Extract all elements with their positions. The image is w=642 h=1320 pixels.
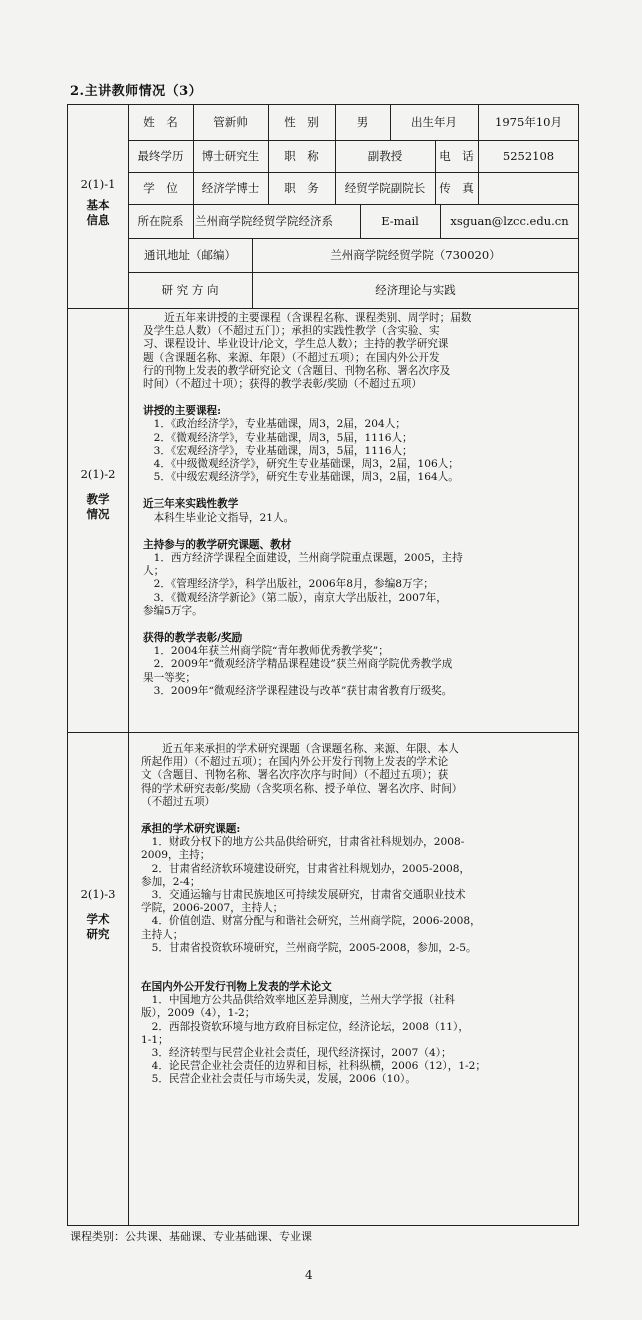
teaching-content (143, 312, 577, 698)
research-projects-heading: 承担的学术研究课题: (141, 823, 241, 836)
phone-label: 电 话 (439, 149, 474, 163)
birth-value: 1975年10月 (495, 115, 562, 129)
degree-value: 经济学博士 (201, 181, 260, 195)
basic-info-name-2: 信息 (86, 213, 110, 227)
teaching-code: 2(1)-2 (80, 467, 116, 481)
basic-info-name-1: 基本 (86, 198, 110, 212)
fax-value (478, 172, 579, 204)
research-projects-list: 1．财政分权下的地方公共品供给研究，甘肃省社科规划办，2008- 2009，主持； 2．甘肃省经济软环境建设研究，甘肃省社科规划办，2005-2008， 参加，2-4； 3．交通运输与甘肃民族地区可持续发展研究，甘肃省交通职业技术 学院，2006-2007，主持人； 4．价值创造、财富分配与和谐社会研究，兰州商学院，2006-2008， 主持人； 5．甘肃省投资软环境研究，兰州商学院，2005-2008，参加，2-5。 (141, 836, 481, 954)
papers-heading: 在国内外公开发行刊物上发表的学术论文 (141, 981, 332, 994)
title-value: 副教授 (367, 149, 403, 163)
address-value: 兰州商学院经贸学院（730020） (330, 248, 501, 262)
section-title: 2.主讲教师情况（3） (70, 84, 203, 99)
email-label: E-mail (381, 214, 419, 228)
title-label: 职 称 (284, 149, 319, 163)
department-label: 所在院系 (137, 214, 184, 228)
awards-heading: 获得的教学表彰/奖励 (143, 632, 243, 645)
teaching-name-2: 情况 (86, 507, 110, 521)
teaching-name-1: 教学 (86, 492, 110, 506)
post-value: 经贸学院副院长 (344, 181, 426, 195)
research-direction-value: 经济理论与实践 (375, 283, 456, 297)
phone-value: 5252108 (502, 149, 555, 163)
research-direction-label: 研 究 方 向 (161, 283, 219, 297)
birth-label: 出生年月 (411, 115, 457, 129)
divider-basic-teaching (67, 308, 579, 309)
papers-list: 1．中国地方公共品供给效率地区差异测度，兰州大学学报（社科 版），2009（4），1-2； 2．西部投资软环境与地方政府目标定位，经济论坛，2008（11）， 1-1； 3．经济转型与民营企业社会责任，现代经济探讨，2007（4）； 4．论民营企业社会责任的边界和目标，社科纵横，2006（12），1-2； 5．民营企业社会责任与市场失灵，发展，2006（10）。 (141, 994, 486, 1086)
teaching-label (68, 467, 128, 522)
courses-list: 1．《政治经济学》，专业基础课，周3，2届，204人； 2．《微观经济学》，专业基础课，周3，5届，1116人； 3．《宏观经济学》，专业基础课，周3，5届，1116人； 4．《中级微观经济学》，研究生专业基础课，周3，2届，106人； 5．《中级宏观经济学》，研究生专业基础课，周3，2届，164人。 (153, 418, 459, 484)
gender-label: 性 别 (284, 115, 319, 129)
research-code: 2(1)-3 (80, 887, 116, 901)
research-label (68, 887, 128, 942)
address-label: 通讯地址（邮编） (144, 248, 236, 262)
teaching-projects-heading: 主持参与的教学研究课题、教材 (143, 538, 292, 551)
footnote: 课程类别：公共课、基础课、专业基础课、专业课 (70, 1230, 312, 1243)
practice-heading: 近三年来实践性教学 (143, 498, 239, 511)
department-value: 兰州商学院经贸学院经济系 (195, 214, 333, 228)
education-label: 最终学历 (137, 149, 184, 163)
courses-heading: 讲授的主要课程: (143, 405, 222, 418)
teaching-intro: 近五年来讲授的主要课程（含课程名称、课程类别、周学时；届数 及学生总人数）（不超过五门）；承担的实践性教学（含实验、实 习、课程设计、毕业设计/论文，学生总人数）；主持的教学研究课 题（含课题名称、来源、年限）（不超过五项）；在国内外公开发 行的刊物上发表的教学研究论文（含题目、刊物名称、署名次序及 时间）（不超过十项）；获得的教学表彰/奖励（不超过五项） (143, 312, 472, 391)
basic-info-code: 2(1)-1 (80, 177, 116, 191)
research-content (141, 743, 577, 1087)
education-value: 博士研究生 (201, 149, 260, 163)
email-value: xsguan@lzcc.edu.cn (450, 214, 569, 228)
teaching-projects-list: 1．西方经济学课程全面建设，兰州商学院重点课题，2005，主持 人； 2．《管理经济学》，科学出版社，2006年8月，参编8万字； 3．《微观经济学新论》（第二版），南京大学出版社，2007年， 参编5万字。 (143, 552, 463, 617)
awards-list: 1．2004年获兰州商学院“青年教师优秀教学奖”； 2．2009年“微观经济学精品课程建设”获兰州商学院优秀教学成 果一等奖； 3．2009年“微观经济学课程建设与改革”获甘肃省教育厅级奖。 (143, 645, 453, 697)
post-label: 职 务 (284, 181, 319, 195)
basic-info-label (68, 177, 128, 228)
gender-value: 男 (356, 115, 369, 129)
degree-label: 学 位 (143, 181, 178, 195)
research-name-1: 学术 (86, 912, 110, 926)
name-value: 管新帅 (213, 115, 248, 129)
name-label: 姓 名 (143, 115, 178, 129)
research-name-2: 研究 (86, 927, 110, 941)
practice-text: 本科生毕业论文指导，21人。 (143, 511, 295, 524)
fax-label: 传 真 (439, 181, 474, 195)
divider-teaching-research (67, 732, 579, 733)
research-intro: 近五年来承担的学术研究课题（含课题名称、来源、年限、本人 所起作用）（不超过五项）；在国内外公开发行刊物上发表的学术论 文（含题目、刊物名称、署名次序次序与时间）（不超过五项）；获 得的学术研究表彰/奖励（含奖项名称、授予单位、署名次序、时间） （不超过五项） (141, 743, 463, 808)
page-number: 4 (305, 1268, 313, 1282)
